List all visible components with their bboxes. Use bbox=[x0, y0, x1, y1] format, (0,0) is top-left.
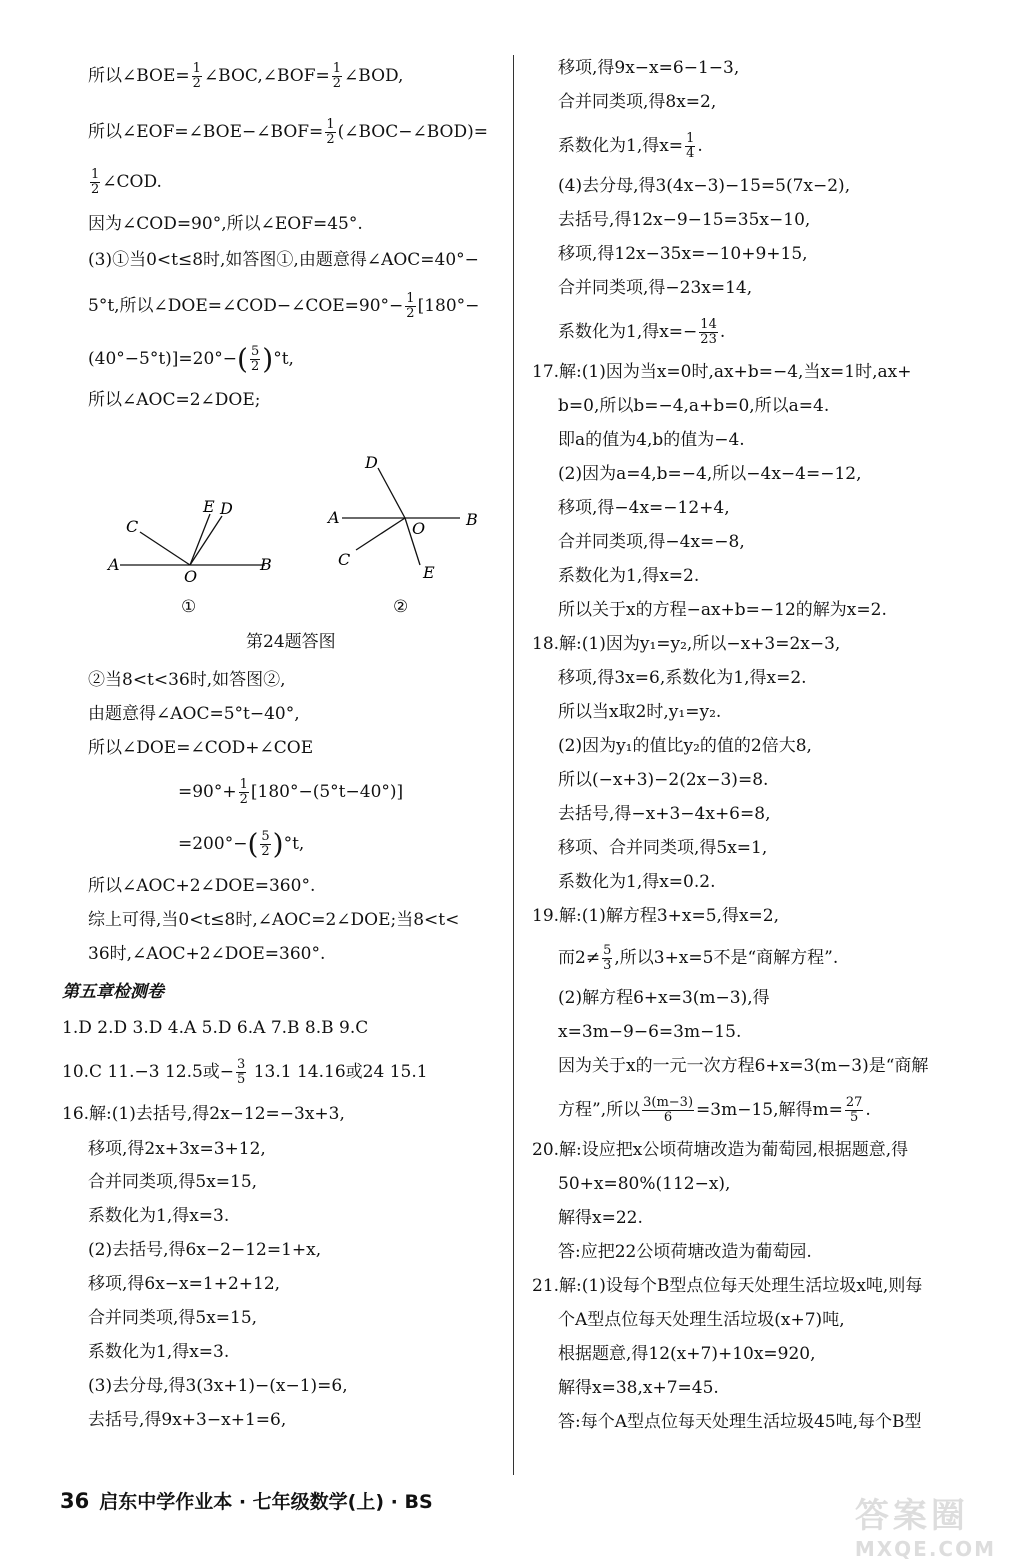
line: 16.解:(1)去括号,得2x−12=−3x+3, bbox=[62, 1104, 345, 1124]
line: 去括号,得12x−9−15=35x−10, bbox=[558, 210, 811, 230]
line: 36时,∠AOC+2∠DOE=360°. bbox=[88, 944, 326, 964]
line: 合并同类项,得−23x=14, bbox=[558, 278, 753, 298]
line: 所以∠AOC+2∠DOE=360°. bbox=[88, 876, 316, 896]
line: x=3m−9−6=3m−15. bbox=[558, 1022, 742, 1042]
line: 因为关于x的一元一次方程6+x=3(m−3)是“商解 bbox=[558, 1056, 929, 1076]
line: (3)①当0<t≤8时,如答图①,由题意得∠AOC=40°− bbox=[88, 250, 479, 270]
line: 答:每个A型点位每天处理生活垃圾45吨,每个B型 bbox=[558, 1412, 922, 1432]
page-footer bbox=[60, 1487, 433, 1514]
point-A-label: A bbox=[328, 508, 340, 527]
line: 移项,得3x=6,系数化为1,得x=2. bbox=[558, 668, 807, 688]
line: 所以当x取2时,y₁=y₂. bbox=[558, 702, 722, 722]
point-D-label: D bbox=[220, 499, 233, 518]
line: 移项,得2x+3x=3+12, bbox=[88, 1139, 266, 1159]
line: 移项,得12x−35x=−10+9+15, bbox=[558, 244, 808, 264]
line: 50+x=80%(112−x), bbox=[558, 1174, 731, 1194]
line: 综上可得,当0<t≤8时,∠AOC=2∠DOE;当8<t< bbox=[88, 910, 460, 930]
line: 移项、合并同类项,得5x=1, bbox=[558, 838, 768, 858]
line: 19.解:(1)解方程3+x=5,得x=2, bbox=[532, 906, 780, 926]
line: 根据题意,得12(x+7)+10x=920, bbox=[558, 1344, 816, 1364]
line: 解得x=22. bbox=[558, 1208, 643, 1228]
answer-row: 10.C 11.−3 12.5或− $\frac{3}{5}$ 13.1 14.16或24 15.1 bbox=[62, 1057, 428, 1087]
line: 17.解:(1)因为当x=0时,ax+b=−4,当x=1时,ax+ bbox=[532, 362, 912, 382]
line: (40°−5°t)]=20°−( $\frac{5}{2}$ )°t, bbox=[88, 342, 294, 376]
line: ②当8<t<36时,如答图②, bbox=[88, 670, 286, 690]
line: 即a的值为4,b的值为−4. bbox=[558, 430, 745, 450]
line: 去括号,得−x+3−4x+6=8, bbox=[558, 804, 771, 824]
line: (3)去分母,得3(3x+1)−(x−1)=6, bbox=[88, 1376, 348, 1396]
line: 合并同类项,得8x=2, bbox=[558, 92, 717, 112]
line: 合并同类项,得5x=15, bbox=[88, 1172, 258, 1192]
line: (4)去分母,得3(4x−3)−15=5(7x−2), bbox=[558, 176, 851, 196]
line: =200°−( $\frac{5}{2}$ )°t, bbox=[178, 827, 305, 861]
point-O-label: O bbox=[184, 567, 198, 586]
figure-2-label: ② bbox=[393, 597, 409, 617]
line: 去括号,得9x+3−x+1=6, bbox=[88, 1410, 287, 1430]
line: 系数化为1,得x=2. bbox=[558, 566, 700, 586]
line: 系数化为1,得x=3. bbox=[88, 1206, 230, 1226]
line: 答:应把22公顷荷塘改造为葡萄园. bbox=[558, 1242, 812, 1262]
line: 所以关于x的方程−ax+b=−12的解为x=2. bbox=[558, 600, 887, 620]
figure-caption: 第24题答图 bbox=[246, 632, 336, 652]
point-B-label: B bbox=[466, 510, 478, 529]
point-B-label: B bbox=[260, 555, 272, 574]
line: 方程”,所以 $\frac{3(m-3)}{6}$ =3m−15,解得m= $\frac{27}{5}$ . bbox=[558, 1095, 871, 1125]
line: 移项,得9x−x=6−1−3, bbox=[558, 58, 740, 78]
line: 所以(−x+3)−2(2x−3)=8. bbox=[558, 770, 769, 790]
line: 移项,得6x−x=1+2+12, bbox=[88, 1274, 281, 1294]
point-C-label: C bbox=[338, 550, 351, 569]
answer-row: 1.D 2.D 3.D 4.A 5.D 6.A 7.B 8.B 9.C bbox=[62, 1018, 369, 1038]
line: $\frac{1}{2}$ ∠COD. bbox=[91, 167, 162, 197]
line: (2)因为y₁的值比y₂的值的2倍大8, bbox=[558, 736, 812, 756]
line: 系数化为1,得x=0.2. bbox=[558, 872, 716, 892]
line: 而2≠ $\frac{5}{3}$ ,所以3+x=5不是“商解方程”. bbox=[558, 943, 839, 973]
watermark: 答案圈 MXQE.COM bbox=[854, 1496, 996, 1561]
book-title: 启东中学作业本 · 七年级数学(上) · BS bbox=[99, 1491, 433, 1513]
point-E-label: E bbox=[203, 497, 215, 516]
point-A-label: A bbox=[108, 555, 120, 574]
line: 移项,得−4x=−12+4, bbox=[558, 498, 730, 518]
line: 18.解:(1)因为y₁=y₂,所以−x+3=2x−3, bbox=[532, 634, 841, 654]
line: 系数化为1,得x=− $\frac{14}{23}$ . bbox=[558, 317, 726, 347]
figure-1-label: ① bbox=[181, 597, 197, 617]
column-divider bbox=[513, 55, 514, 1475]
figure-1 bbox=[100, 490, 290, 610]
point-D-label: D bbox=[365, 453, 378, 472]
line: 21.解:(1)设每个B型点位每天处理生活垃圾x吨,则每 bbox=[532, 1276, 923, 1296]
figure-2 bbox=[320, 450, 495, 590]
line: 合并同类项,得5x=15, bbox=[88, 1308, 258, 1328]
page-number: 36 bbox=[60, 1489, 90, 1513]
line: 5°t,所以∠DOE=∠COD−∠COE=90°− $\frac{1}{2}$ [180°− bbox=[88, 291, 480, 321]
point-E-label: E bbox=[423, 563, 435, 582]
point-O-label: O bbox=[412, 519, 426, 538]
point-C-label: C bbox=[126, 517, 139, 536]
line: 个A型点位每天处理生活垃圾(x+7)吨, bbox=[558, 1310, 845, 1330]
line: 所以∠DOE=∠COD+∠COE bbox=[88, 738, 314, 758]
line: 系数化为1,得x= $\frac{1}{4}$ . bbox=[558, 131, 703, 161]
section-title: 第五章检测卷 bbox=[62, 982, 164, 1002]
line: 所以∠AOC=2∠DOE; bbox=[88, 390, 261, 410]
line: (2)解方程6+x=3(m−3),得 bbox=[558, 988, 770, 1008]
line: 所以∠EOF=∠BOE−∠BOF= $\frac{1}{2}$ (∠BOC−∠BOD)= bbox=[88, 117, 488, 147]
line: 系数化为1,得x=3. bbox=[88, 1342, 230, 1362]
line: 因为∠COD=90°,所以∠EOF=45°. bbox=[88, 214, 363, 234]
line: b=0,所以b=−4,a+b=0,所以a=4. bbox=[558, 396, 830, 416]
line: 由题意得∠AOC=5°t−40°, bbox=[88, 704, 300, 724]
line: (2)去括号,得6x−2−12=1+x, bbox=[88, 1240, 322, 1260]
line: 合并同类项,得−4x=−8, bbox=[558, 532, 745, 552]
line: 所以∠BOE= $\frac{1}{2}$ ∠BOC,∠BOF= $\frac{1}{2}$ ∠BOD, bbox=[88, 61, 404, 91]
line: (2)因为a=4,b=−4,所以−4x−4=−12, bbox=[558, 464, 862, 484]
line: 解得x=38,x+7=45. bbox=[558, 1378, 719, 1398]
line: =90°+ $\frac{1}{2}$ [180°−(5°t−40°)] bbox=[178, 777, 404, 807]
line: 20.解:设应把x公顷荷塘改造为葡萄园,根据题意,得 bbox=[532, 1140, 909, 1160]
